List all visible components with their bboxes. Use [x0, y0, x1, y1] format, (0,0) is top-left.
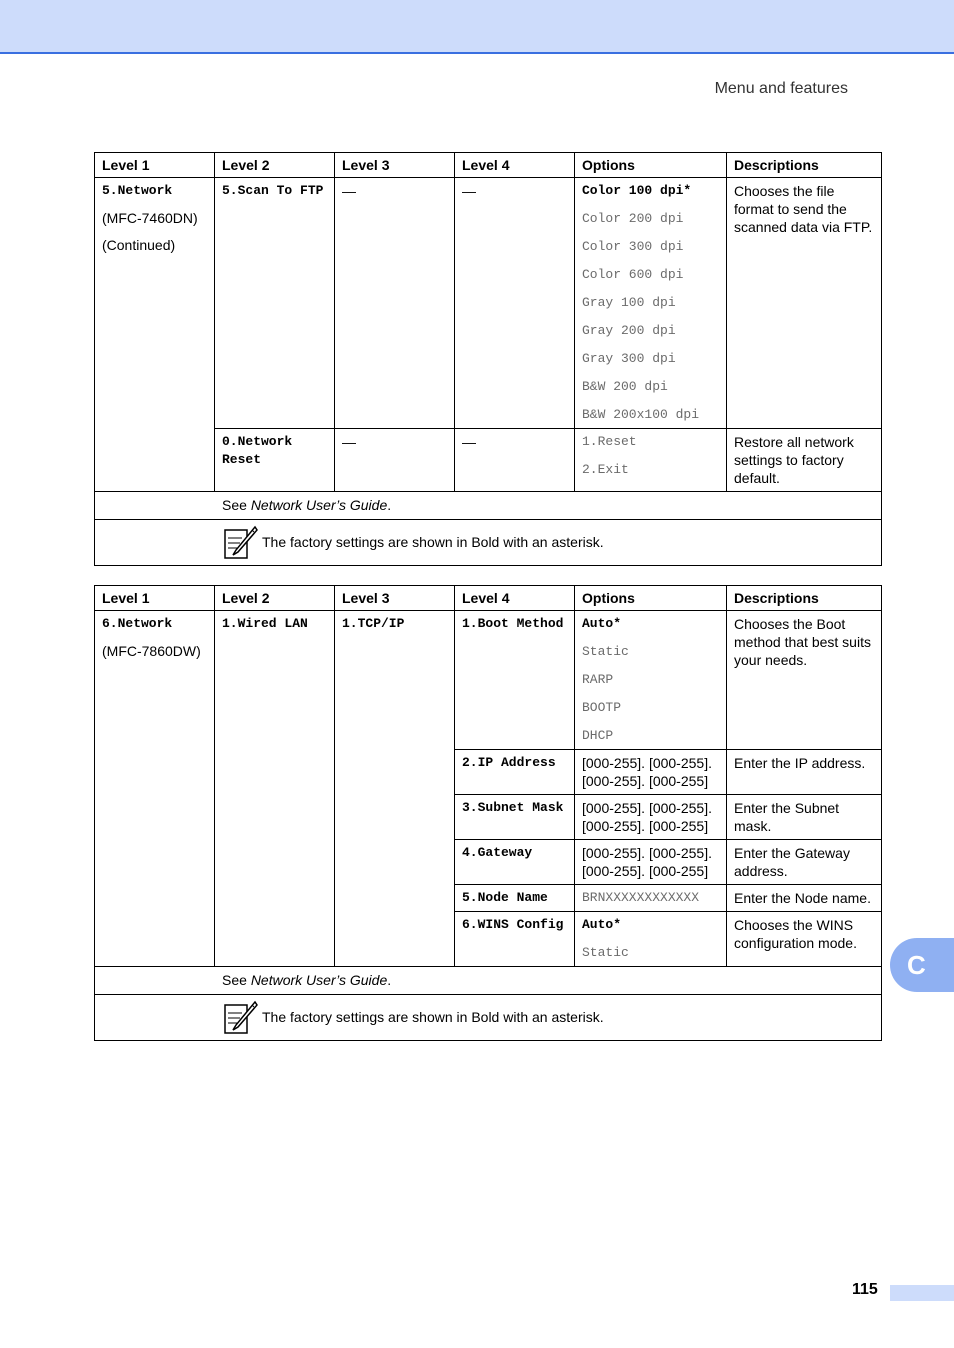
- col-header-level4: Level 4: [455, 586, 575, 611]
- col-header-descriptions: Descriptions: [727, 586, 882, 611]
- options-cell: [000-255]. [000-255]. [000-255]. [000-255]: [575, 840, 727, 885]
- level3-cell: —: [335, 429, 455, 492]
- note-row: [95, 520, 882, 566]
- table-row: [95, 611, 882, 750]
- option-item: B&W 200 dpi: [582, 379, 668, 394]
- option-item: Color 200 dpi: [582, 211, 684, 226]
- options-cell: [000-255]. [000-255]. [000-255]. [000-255]: [575, 750, 727, 795]
- see-suffix: .: [387, 497, 392, 513]
- option-item: Color 300 dpi: [582, 239, 684, 254]
- description-cell: Enter the IP address.: [727, 750, 882, 795]
- level1-cell: [95, 611, 215, 967]
- chapter-tab: C: [890, 938, 954, 992]
- see-guide-row: [95, 967, 882, 995]
- note-text: The factory settings are shown in Bold with an asterisk.: [262, 534, 604, 550]
- guide-title: Network User’s Guide: [250, 972, 388, 988]
- description-cell: Chooses the Boot method that best suits your needs.: [727, 611, 882, 750]
- header-band: [0, 0, 954, 54]
- page-number-bar: [890, 1285, 954, 1301]
- description-cell: Chooses the WINS configuration mode.: [727, 912, 882, 967]
- note-text: The factory settings are shown in Bold with an asterisk.: [262, 1009, 604, 1025]
- level1-model: (MFC-7860DW): [102, 643, 201, 659]
- note-row: [95, 995, 882, 1041]
- option-item: B&W 200x100 dpi: [582, 407, 700, 422]
- description-cell: Enter the Node name.: [727, 885, 882, 912]
- col-header-level2: Level 2: [215, 586, 335, 611]
- col-header-options: Options: [575, 153, 727, 178]
- see-prefix: See: [222, 972, 251, 988]
- option-item: Color 600 dpi: [582, 267, 684, 282]
- see-guide-text: [222, 497, 391, 513]
- level1-code: 5.Network: [102, 183, 173, 198]
- level4-cell: —: [455, 429, 575, 492]
- options-cell: [575, 178, 727, 429]
- level4-cell: 2.IP Address: [455, 750, 575, 795]
- table-header-row: [95, 153, 882, 178]
- col-header-level3: Level 3: [335, 586, 455, 611]
- option-item: Gray 300 dpi: [582, 351, 676, 366]
- options-cell: [575, 611, 727, 750]
- level1-note: (Continued): [102, 237, 176, 253]
- option-item: BOOTP: [582, 700, 622, 715]
- col-header-options: Options: [575, 586, 727, 611]
- note-pencil-icon: [222, 999, 258, 1035]
- description-cell: Enter the Gateway address.: [727, 840, 882, 885]
- options-cell: [000-255]. [000-255]. [000-255]. [000-255]: [575, 795, 727, 840]
- menu-table-network-7460dn: [94, 152, 882, 566]
- level1-cell: [95, 178, 215, 492]
- option-item: Auto*: [582, 616, 622, 631]
- col-header-level1: Level 1: [95, 586, 215, 611]
- see-prefix: See: [222, 497, 251, 513]
- options-cell: [575, 429, 727, 492]
- description-cell: Chooses the file format to send the scanned data via FTP.: [727, 178, 882, 429]
- level4-cell: 1.Boot Method: [455, 611, 575, 750]
- level4-cell: 5.Node Name: [455, 885, 575, 912]
- table-header-row: [95, 586, 882, 611]
- option-item: 2.Exit: [582, 462, 629, 477]
- see-guide-row: [95, 492, 882, 520]
- col-header-level2: Level 2: [215, 153, 335, 178]
- option-item: DHCP: [582, 728, 614, 743]
- level4-cell: 3.Subnet Mask: [455, 795, 575, 840]
- options-cell: [575, 912, 727, 967]
- option-item: Static: [582, 644, 629, 659]
- col-header-level3: Level 3: [335, 153, 455, 178]
- level4-cell: —: [455, 178, 575, 429]
- option-item: Gray 200 dpi: [582, 323, 676, 338]
- level3-cell: —: [335, 178, 455, 429]
- option-item: 1.Reset: [582, 434, 637, 449]
- option-item: Static: [582, 945, 629, 960]
- table-row: [95, 178, 882, 429]
- col-header-level1: Level 1: [95, 153, 215, 178]
- level2-cell: 1.Wired LAN: [215, 611, 335, 967]
- guide-title: Network User’s Guide: [250, 497, 388, 513]
- level4-cell: 6.WINS Config: [455, 912, 575, 967]
- level4-cell: 4.Gateway: [455, 840, 575, 885]
- option-item: Gray 100 dpi: [582, 295, 676, 310]
- level1-code: 6.Network: [102, 616, 173, 631]
- col-header-descriptions: Descriptions: [727, 153, 882, 178]
- option-item: Color 100 dpi*: [582, 183, 692, 198]
- see-guide-text: [222, 972, 391, 988]
- see-suffix: .: [387, 972, 392, 988]
- option-item: Auto*: [582, 917, 622, 932]
- col-header-level4: Level 4: [455, 153, 575, 178]
- menu-table-network-7860dw: [94, 585, 882, 1041]
- note-pencil-icon: [222, 524, 258, 560]
- level2-cell: 0.Network Reset: [215, 429, 335, 492]
- option-item: RARP: [582, 672, 614, 687]
- options-cell: BRNXXXXXXXXXXXX: [575, 885, 727, 912]
- description-cell: Enter the Subnet mask.: [727, 795, 882, 840]
- level1-model: (MFC-7460DN): [102, 210, 198, 226]
- level3-cell: 1.TCP/IP: [335, 611, 455, 967]
- level2-cell: 5.Scan To FTP: [215, 178, 335, 429]
- page-number: 115: [852, 1281, 878, 1298]
- description-cell: Restore all network settings to factory default.: [727, 429, 882, 492]
- page-header-title: Menu and features: [714, 80, 848, 97]
